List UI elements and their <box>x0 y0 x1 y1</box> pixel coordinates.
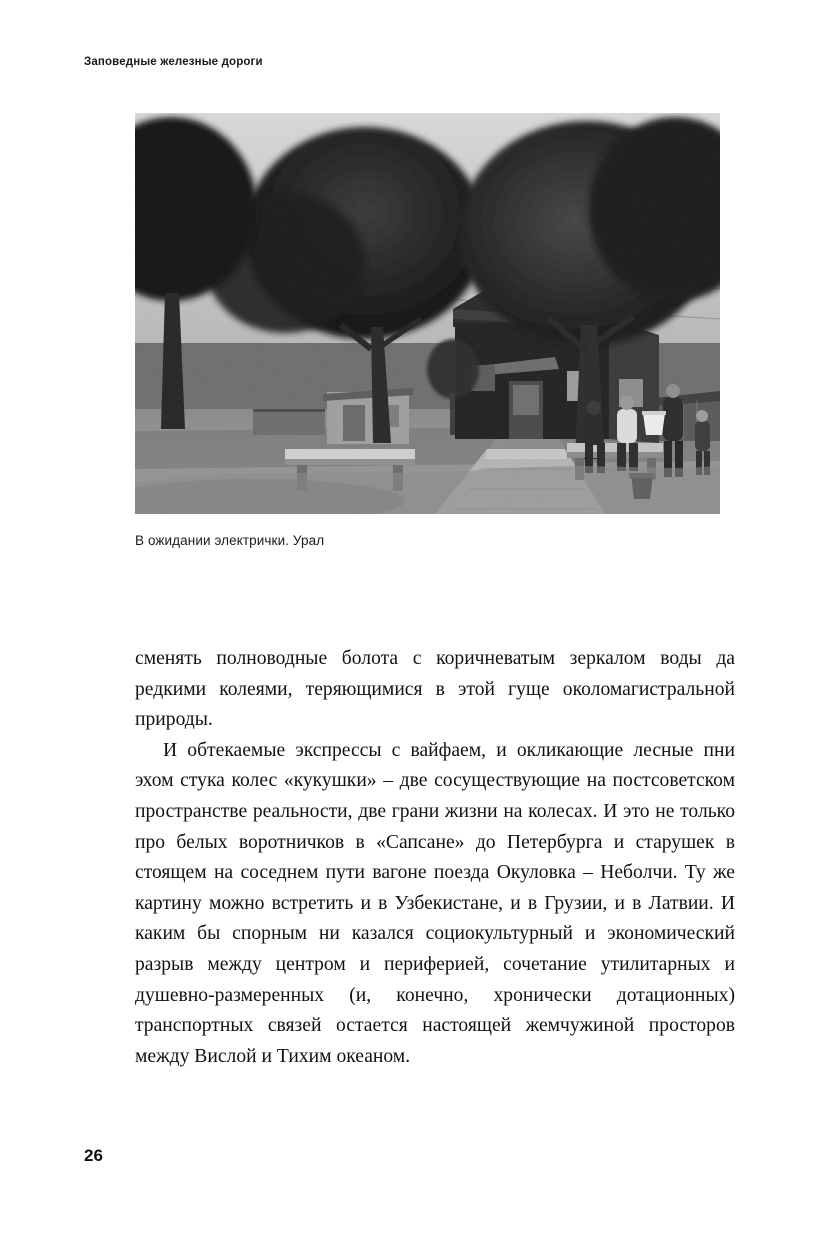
paragraph: сменять полноводные болота с коричневатым зеркалом воды да редкими колеями, теряющимися в этой гуще околомагистральной природы. <box>135 648 735 731</box>
running-head: Заповедные железные дороги <box>84 56 263 68</box>
body-text <box>135 644 735 1072</box>
figure <box>135 113 720 514</box>
figure-caption: В ожидании электрички. Урал <box>135 533 325 548</box>
photograph <box>135 113 720 514</box>
page-number: 26 <box>84 1146 103 1165</box>
paragraph: И обтекаемые экспрессы с вайфаем, и окликающие лесные пни эхом стука колес «кукушки» – две сосуществующие на постсоветском пространстве реальности, две грани жизни на колесах. И это не только про белых воротничков в «Сапсане» до Петербурга и старушек в стоящем на соседнем пути вагоне поезда Окуловка – Неболчи. Ту же картину можно встретить и в Узбекистане, и в Грузии, и в Латвии. И каким бы спорным ни казался социокультурный и экономический разрыв между центром и периферией, сочетание утилитарных и душевно-размеренных (и, конечно, хронически дотационных) транспортных связей остается настоящей жемчужиной просторов между Вислой и Тихим океаном. <box>135 739 735 1067</box>
